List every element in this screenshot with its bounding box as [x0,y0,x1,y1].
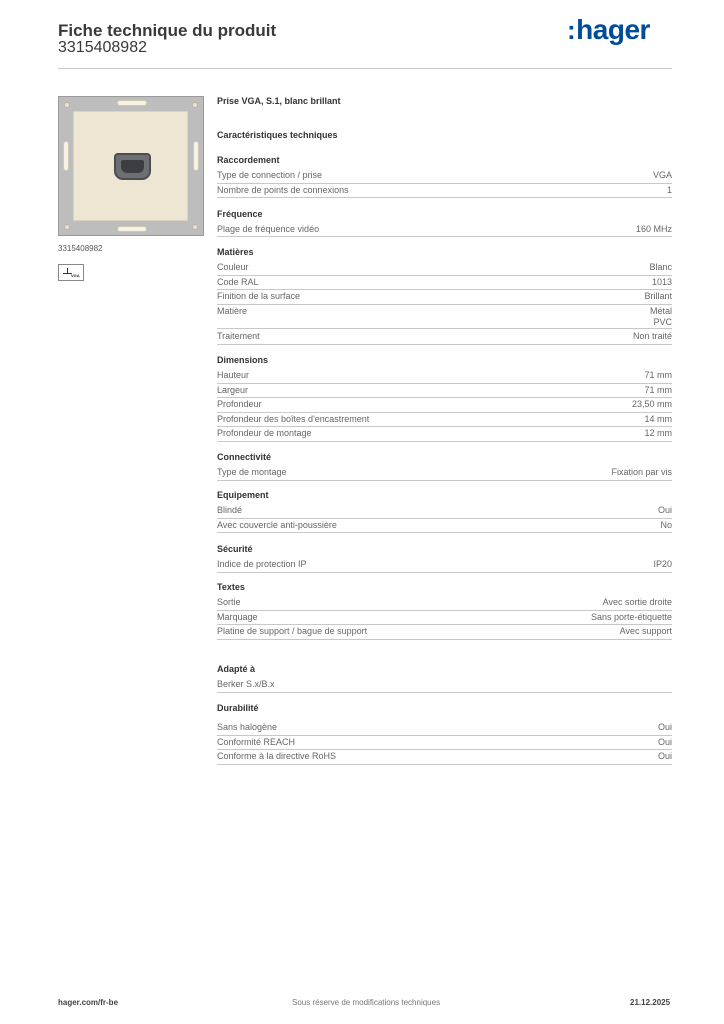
table-row: Conformité REACH Oui [217,736,672,751]
section-title-equipement: Equipement [217,490,269,500]
section-title-securite: Sécurité [217,544,253,554]
table-row: Type de montage Fixation par vis [217,466,672,481]
product-name: Prise VGA, S.1, blanc brillant [217,96,341,106]
table-row: Type de connection / prise VGA [217,169,672,184]
table-row: Avec couvercle anti-poussière No [217,519,672,534]
vga-connector [114,153,151,180]
mounting-slot-top [117,100,147,106]
section-title-textes: Textes [217,582,245,592]
section-title-matieres: Matières [217,247,254,257]
table-row: Couleur Blanc [217,261,672,276]
mounting-slot-bottom [117,226,147,232]
table-row: Platine de support / bague de support Avec support [217,625,672,640]
section-title-durabilite: Durabilité [217,703,259,713]
table-row: Profondeur 23,50 mm [217,398,672,413]
section-title-connectivite: Connectivité [217,452,272,462]
mounting-slot-right [193,141,199,171]
characteristics-title: Caractéristiques techniques [217,130,338,140]
table-row: Sortie Avec sortie droite [217,596,672,611]
table-row: Traitement Non traité [217,330,672,345]
section-title-adapte: Adapté à [217,664,256,674]
screw-icon [192,224,198,230]
table-row: Matière Métal PVC [217,306,672,327]
screw-icon [64,224,70,230]
table-row: Hauteur 71 mm [217,369,672,384]
table-row: Conforme à la directive RoHS Oui [217,750,672,765]
footer-notice: Sous réserve de modifications techniques [292,998,441,1007]
header-divider [58,68,672,69]
logo-text: hager [576,14,650,45]
footer-website-link[interactable]: hager.com/fr-be [58,998,119,1007]
section-title-raccordement: Raccordement [217,155,280,165]
cover-plate [73,111,188,221]
section-title-frequence: Fréquence [217,209,263,219]
vga-symbol-icon [58,264,84,281]
table-row: Profondeur des boîtes d'encastrement 14 mm [217,413,672,428]
hager-logo[interactable]: :hager [567,14,650,45]
screw-icon [64,102,70,108]
table-row: Profondeur de montage 12 mm [217,427,672,442]
product-reference: 3315408982 [58,39,147,56]
table-row: Nombre de points de connexions 1 [217,184,672,199]
document-title: Fiche technique du produit [58,21,277,40]
table-row: Code RAL 1013 [217,276,672,291]
table-row: Finition de la surface Brillant [217,290,672,305]
product-image [58,96,204,236]
vga-symbol-label: VGA [71,273,80,278]
table-row: Largeur 71 mm [217,384,672,399]
table-row: Blindé Oui [217,504,672,519]
table-row: Sans halogène Oui [217,721,672,736]
table-row: Indice de protection IP IP20 [217,558,672,573]
table-row: Marquage Sans porte-étiquette [217,611,672,626]
screw-icon [192,102,198,108]
footer-date: 21.12.2025 [630,998,671,1007]
mounting-slot-left [63,141,69,171]
table-row: Plage de fréquence vidéo 160 MHz [217,223,672,238]
section-title-dimensions: Dimensions [217,355,269,365]
table-row: Berker S.x/B.x [217,678,672,693]
image-caption: 3315408982 [58,244,103,253]
